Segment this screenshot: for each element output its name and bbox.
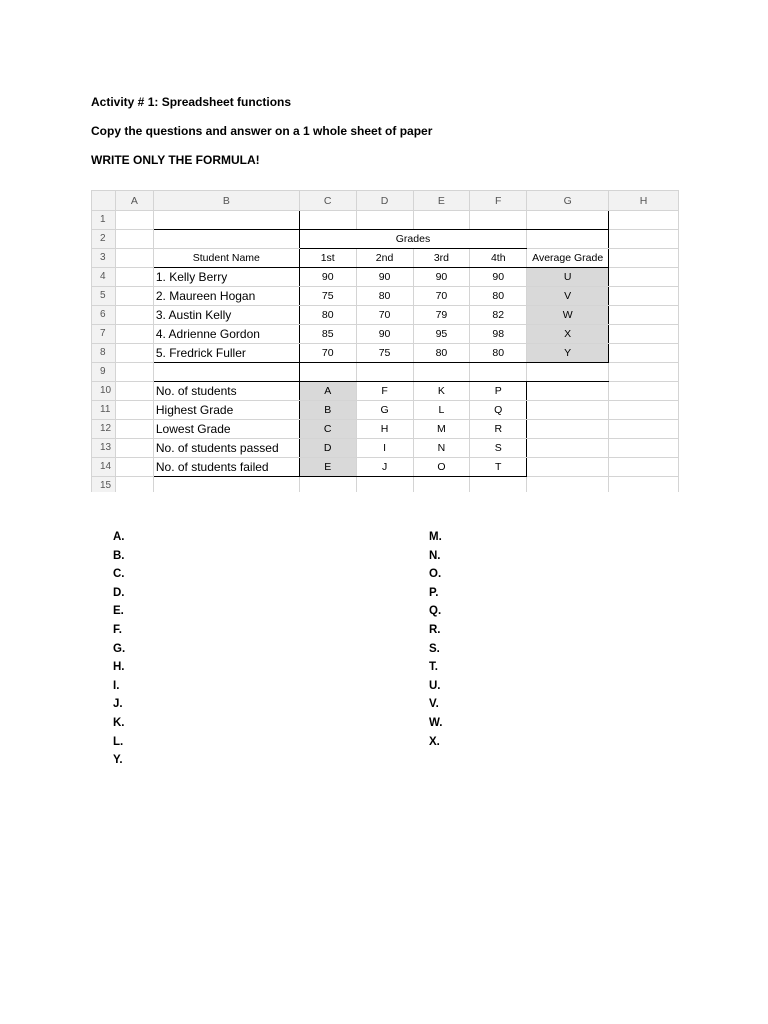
- student-row: [92, 287, 679, 306]
- grade-cell: 80: [470, 287, 527, 306]
- grade-cell: 90: [299, 268, 356, 287]
- answer-label: L.: [113, 735, 124, 748]
- student-row: [92, 306, 679, 325]
- answer-label: V.: [429, 698, 439, 711]
- row-number: 4: [92, 268, 116, 287]
- column-header-row: [92, 191, 679, 211]
- cell: [299, 211, 356, 230]
- column-header-b: B: [153, 191, 299, 211]
- student-name: 1. Kelly Berry: [153, 268, 299, 287]
- row-number: 1: [92, 211, 116, 230]
- answer-label: H.: [113, 661, 125, 674]
- answer-label: C.: [113, 568, 125, 581]
- cell: [115, 268, 153, 287]
- stats-label: Highest Grade: [153, 401, 299, 420]
- cell: [115, 363, 153, 382]
- cell: [153, 211, 299, 230]
- student-name: 4. Adrienne Gordon: [153, 325, 299, 344]
- column-header-c: C: [299, 191, 356, 211]
- spreadsheet-grid: [91, 190, 679, 492]
- average-cell: W: [527, 306, 609, 325]
- quarter-header: 3rd: [413, 249, 470, 268]
- sheet-row: [92, 230, 679, 249]
- cell: [356, 363, 413, 382]
- cell: [609, 439, 679, 458]
- cell: [609, 325, 679, 344]
- stats-row: [92, 382, 679, 401]
- cell: [299, 477, 356, 493]
- grade-cell: 80: [413, 344, 470, 363]
- answer-label: U.: [429, 679, 441, 692]
- stats-row: [92, 401, 679, 420]
- cell: [609, 268, 679, 287]
- cell: [115, 439, 153, 458]
- student-row: [92, 268, 679, 287]
- stats-cell: J: [356, 458, 413, 477]
- cell: [609, 420, 679, 439]
- cell: [115, 477, 153, 493]
- cell: [527, 363, 609, 382]
- stats-cell: A: [299, 382, 356, 401]
- answer-label: G.: [113, 642, 126, 655]
- answer-label: E.: [113, 605, 124, 618]
- grade-cell: 79: [413, 306, 470, 325]
- cell: [527, 458, 609, 477]
- row-number: 10: [92, 382, 116, 401]
- answer-label: J.: [113, 698, 123, 711]
- cell: [609, 344, 679, 363]
- grade-cell: 95: [413, 325, 470, 344]
- stats-row: [92, 439, 679, 458]
- answer-label: K.: [113, 716, 125, 729]
- cell: [527, 211, 609, 230]
- cell: [609, 249, 679, 268]
- column-header-f: F: [470, 191, 527, 211]
- stats-label: No. of students: [153, 382, 299, 401]
- answer-label: T.: [429, 661, 438, 674]
- grade-cell: 75: [356, 344, 413, 363]
- answer-label: N.: [429, 549, 441, 562]
- grade-cell: 80: [470, 344, 527, 363]
- cell: [115, 230, 153, 249]
- cell: [470, 363, 527, 382]
- grade-cell: 80: [356, 287, 413, 306]
- grade-cell: 70: [413, 287, 470, 306]
- corner-cell: [92, 191, 116, 211]
- cell: [115, 211, 153, 230]
- stats-cell: S: [470, 439, 527, 458]
- stats-cell: N: [413, 439, 470, 458]
- formula-emphasis: WRITE ONLY THE FORMULA!: [91, 153, 260, 167]
- grades-header: Grades: [299, 230, 526, 249]
- stats-cell: I: [356, 439, 413, 458]
- row-number: 14: [92, 458, 116, 477]
- stats-cell: H: [356, 420, 413, 439]
- stats-label: No. of students passed: [153, 439, 299, 458]
- answer-label: X.: [429, 735, 440, 748]
- average-cell: U: [527, 268, 609, 287]
- cell: [470, 477, 527, 493]
- cell: [153, 363, 299, 382]
- row-number: 13: [92, 439, 116, 458]
- grade-cell: 75: [299, 287, 356, 306]
- row-number: 3: [92, 249, 116, 268]
- column-header-h: H: [609, 191, 679, 211]
- row-number: 6: [92, 306, 116, 325]
- row-number: 7: [92, 325, 116, 344]
- stats-cell: D: [299, 439, 356, 458]
- cell: [527, 477, 609, 493]
- row-number: 8: [92, 344, 116, 363]
- answer-label: I.: [113, 679, 120, 692]
- row-number: 15: [92, 477, 116, 493]
- quarter-header: 1st: [299, 249, 356, 268]
- cell: [609, 458, 679, 477]
- student-name: 5. Fredrick Fuller: [153, 344, 299, 363]
- cell: [609, 363, 679, 382]
- cell: [527, 230, 609, 249]
- grade-cell: 80: [299, 306, 356, 325]
- cell: [115, 325, 153, 344]
- instruction-text: Copy the questions and answer on a 1 whole sheet of paper: [91, 124, 433, 138]
- answer-list-left: [113, 528, 125, 770]
- stats-cell: T: [470, 458, 527, 477]
- stats-cell: Q: [470, 401, 527, 420]
- cell: [115, 458, 153, 477]
- answer-label: P.: [429, 586, 439, 599]
- average-grade-header: Average Grade: [527, 249, 609, 268]
- cell: [115, 420, 153, 439]
- cell: [356, 477, 413, 493]
- row-number: 5: [92, 287, 116, 306]
- cell: [153, 230, 299, 249]
- student-name-header: Student Name: [153, 249, 299, 268]
- cell: [115, 344, 153, 363]
- grade-cell: 90: [413, 268, 470, 287]
- cell: [115, 306, 153, 325]
- cell: [609, 230, 679, 249]
- sheet-row: [92, 211, 679, 230]
- stats-cell: F: [356, 382, 413, 401]
- cell: [413, 211, 470, 230]
- answer-label: O.: [429, 568, 442, 581]
- stats-cell: O: [413, 458, 470, 477]
- cell: [356, 211, 413, 230]
- column-header-e: E: [413, 191, 470, 211]
- column-header-g: G: [527, 191, 609, 211]
- sheet-row: [92, 363, 679, 382]
- answer-label: Q.: [429, 605, 442, 618]
- cell: [609, 211, 679, 230]
- answer-label: M.: [429, 531, 442, 543]
- cell: [527, 439, 609, 458]
- cell: [609, 382, 679, 401]
- cell: [609, 401, 679, 420]
- answer-label: F.: [113, 623, 122, 636]
- stats-cell: B: [299, 401, 356, 420]
- answer-label: S.: [429, 642, 440, 655]
- stats-label: No. of students failed: [153, 458, 299, 477]
- student-name: 2. Maureen Hogan: [153, 287, 299, 306]
- row-number: 11: [92, 401, 116, 420]
- quarter-header: 4th: [470, 249, 527, 268]
- cell: [115, 249, 153, 268]
- activity-title: Activity # 1: Spreadsheet functions: [91, 95, 292, 109]
- stats-cell: E: [299, 458, 356, 477]
- cell: [115, 401, 153, 420]
- student-row: [92, 344, 679, 363]
- spreadsheet-image: [91, 190, 679, 492]
- answer-label: B.: [113, 549, 125, 562]
- cell: [413, 477, 470, 493]
- cell: [413, 363, 470, 382]
- student-name: 3. Austin Kelly: [153, 306, 299, 325]
- student-row: [92, 325, 679, 344]
- row-number: 9: [92, 363, 116, 382]
- grade-cell: 90: [356, 268, 413, 287]
- row-number: 12: [92, 420, 116, 439]
- cell: [115, 382, 153, 401]
- average-cell: V: [527, 287, 609, 306]
- stats-cell: L: [413, 401, 470, 420]
- stats-cell: G: [356, 401, 413, 420]
- average-cell: Y: [527, 344, 609, 363]
- answer-label: A.: [113, 531, 125, 543]
- grade-cell: 98: [470, 325, 527, 344]
- grade-cell: 90: [470, 268, 527, 287]
- quarter-header: 2nd: [356, 249, 413, 268]
- column-header-a: A: [115, 191, 153, 211]
- cell: [609, 287, 679, 306]
- grade-cell: 70: [356, 306, 413, 325]
- grade-cell: 85: [299, 325, 356, 344]
- stats-label: Lowest Grade: [153, 420, 299, 439]
- cell: [527, 382, 609, 401]
- column-header-d: D: [356, 191, 413, 211]
- answer-label: D.: [113, 586, 125, 599]
- row-number: 2: [92, 230, 116, 249]
- grade-cell: 82: [470, 306, 527, 325]
- grade-cell: 90: [356, 325, 413, 344]
- cell: [470, 211, 527, 230]
- stats-cell: C: [299, 420, 356, 439]
- stats-row: [92, 420, 679, 439]
- grade-cell: 70: [299, 344, 356, 363]
- cell: [527, 401, 609, 420]
- sheet-row: [92, 249, 679, 268]
- stats-cell: M: [413, 420, 470, 439]
- cell: [299, 363, 356, 382]
- answer-label: W.: [429, 716, 443, 729]
- answer-label: Y.: [113, 754, 123, 767]
- sheet-row: [92, 477, 679, 493]
- stats-row: [92, 458, 679, 477]
- answer-list-right: [429, 528, 442, 751]
- answer-label: R.: [429, 623, 441, 636]
- stats-cell: K: [413, 382, 470, 401]
- cell: [115, 287, 153, 306]
- stats-cell: P: [470, 382, 527, 401]
- cell: [153, 477, 299, 493]
- cell: [609, 477, 679, 493]
- cell: [609, 306, 679, 325]
- cell: [527, 420, 609, 439]
- stats-cell: R: [470, 420, 527, 439]
- average-cell: X: [527, 325, 609, 344]
